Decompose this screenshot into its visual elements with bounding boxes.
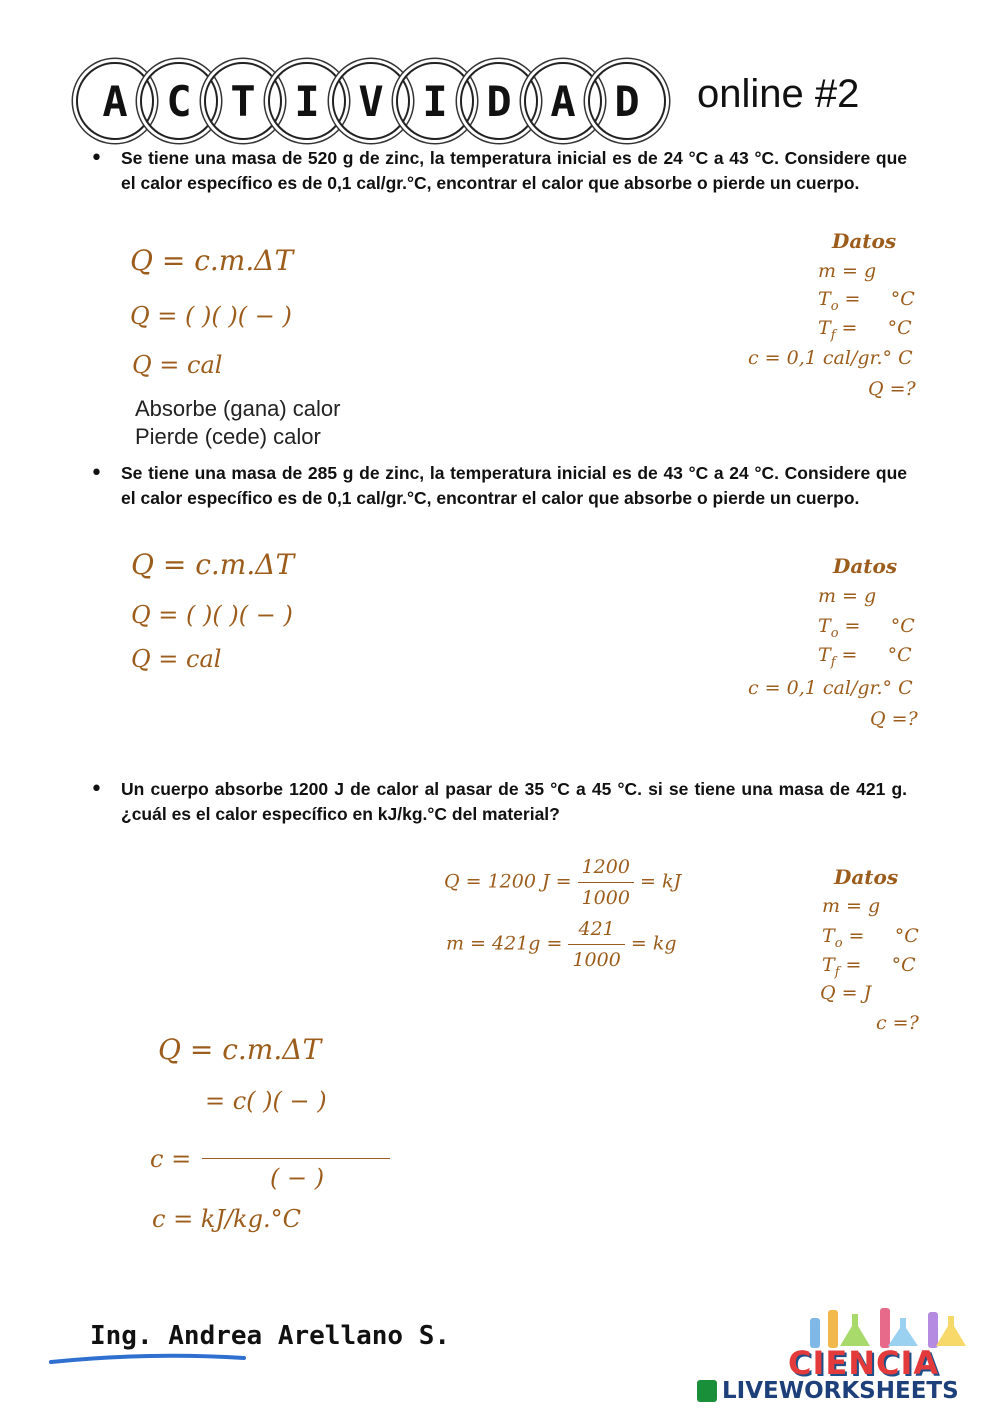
formula-line: Q = c.m.ΔT <box>158 1033 322 1066</box>
page-subtitle: online #2 <box>697 72 860 116</box>
option-pierde[interactable]: Pierde (cede) calor <box>135 424 321 449</box>
datos-title: Datos <box>832 229 897 253</box>
datos-t-initial[interactable]: $T_o$ = °C <box>818 288 915 314</box>
datos-heat[interactable]: Q = J <box>820 982 872 1004</box>
problem-2-text: Se tiene una masa de 285 g de zinc, la temperatura inicial es de 43 °C a 24 °C. Considere que el calor específico es de 0,1 cal/gr.°C, encontrar el calor que absorbe o pierde un cuerpo. <box>121 463 907 508</box>
title-letter: A <box>524 62 602 140</box>
title-letter: V <box>332 62 410 140</box>
author-signature: Ing. Andrea Arellano S. <box>90 1321 451 1351</box>
problem-1-text: Se tiene una masa de 520 g de zinc, la temperatura inicial es de 24 °C a 43 °C. Considere que el calor específico es de 0,1 cal/gr.°C, encontrar el calor que absorbe o pierde un cuerpo. <box>121 148 907 193</box>
bullet-icon: • <box>90 146 103 171</box>
datos-title: Datos <box>834 865 899 889</box>
datos-unknown: c =? <box>876 1012 919 1034</box>
title-letter: D <box>460 62 538 140</box>
datos-t-final[interactable]: $T_f$ = °C <box>818 317 912 343</box>
conversion-heat[interactable]: Q = 1200 J = $\frac{1200}{1000}$ = kJ <box>444 852 681 913</box>
liveworksheets-brand[interactable]: LIVEWORKSHEETS <box>722 1378 959 1404</box>
datos-t-initial[interactable]: $T_o$ = °C <box>822 925 919 951</box>
formula-substitution[interactable]: Q = ( )( )( − ) <box>130 302 292 330</box>
datos-mass[interactable]: m = g <box>818 585 877 607</box>
datos-t-final[interactable]: $T_f$ = °C <box>822 954 916 980</box>
problem-3-text: Un cuerpo absorbe 1200 J de calor al pasar de 35 °C a 45 °C. si se tiene una masa de 421 g. ¿cuál es el calor específico en kJ/kg.°C del material? <box>121 779 907 824</box>
title-letter: I <box>268 62 346 140</box>
datos-t-final[interactable]: $T_f$ = °C <box>818 644 912 670</box>
datos-t-initial[interactable]: $T_o$ = °C <box>818 615 915 641</box>
formula-result[interactable]: Q = cal <box>132 351 223 379</box>
title-letter: C <box>140 62 218 140</box>
datos-specific-heat: c = 0,1 cal/gr.° C <box>748 677 913 699</box>
formula-result[interactable]: Q = cal <box>131 645 222 673</box>
formula-c-fraction: c = <box>150 1145 192 1173</box>
datos-title: Datos <box>833 554 898 578</box>
formula-c-denominator[interactable]: ( − ) <box>270 1164 325 1192</box>
signature-underline <box>48 1350 248 1370</box>
datos-mass[interactable]: m = g <box>822 895 881 917</box>
datos-unknown: Q =? <box>868 378 916 400</box>
logo-ciencia-text: CIENCIA <box>788 1344 940 1382</box>
liveworksheets-icon <box>697 1380 717 1402</box>
formula-c-result[interactable]: c = kJ/kg.°C <box>152 1205 301 1233</box>
datos-unknown: Q =? <box>870 708 918 730</box>
bullet-icon: • <box>90 461 103 486</box>
title-letter: I <box>396 62 474 140</box>
title-letter: D <box>588 62 666 140</box>
formula-line: Q = c.m.ΔT <box>131 548 295 581</box>
datos-specific-heat: c = 0,1 cal/gr.° C <box>748 347 913 369</box>
formula-substitution[interactable]: = c( )( − ) <box>205 1087 327 1115</box>
bullet-icon: • <box>90 777 103 802</box>
lab-glassware-icon <box>800 1300 980 1350</box>
fraction-bar <box>202 1158 390 1159</box>
option-absorbe[interactable]: Absorbe (gana) calor <box>135 396 341 421</box>
title-letter: T <box>204 62 282 140</box>
formula-line: Q = c.m.ΔT <box>130 244 294 277</box>
title-letter: A <box>76 62 154 140</box>
conversion-mass[interactable]: m = 421g = $\frac{421}{1000}$ = kg <box>446 914 677 975</box>
datos-mass[interactable]: m = g <box>818 260 877 282</box>
formula-substitution[interactable]: Q = ( )( )( − ) <box>131 601 293 629</box>
